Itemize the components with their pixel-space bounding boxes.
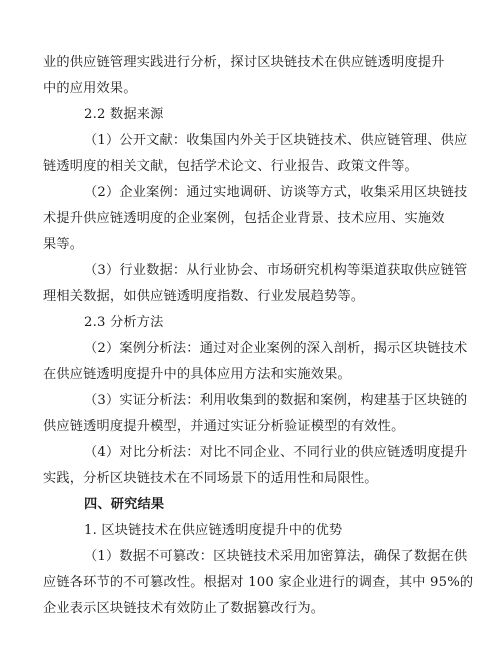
section-heading-2-3: 2.3 分析方法: [84, 315, 164, 330]
paragraph-line: 业的供应链管理实践进行分析，探讨区块链技术在供应链透明度提升: [43, 55, 445, 70]
list-item-line: 企业表示区块链技术有效防止了数据篡改行为。: [43, 601, 325, 616]
list-item-line: （1）数据不可篡改：区块链技术采用加密算法，确保了数据在供: [84, 549, 468, 564]
list-item-line: 应链各环节的不可篡改性。根据对 100 家企业进行的调查，其中 95%的: [43, 575, 474, 590]
list-item-line: （3）行业数据：从行业协会、市场研究机构等渠道获取供应链管: [84, 263, 468, 278]
paragraph-line: 中的应用效果。: [43, 81, 137, 96]
list-item-line: 链透明度的相关文献，包括学术论文、行业报告、政策文件等。: [43, 159, 418, 174]
list-item-line: 供应链透明度提升模型，并通过实证分析验证模型的有效性。: [43, 419, 405, 434]
list-item-line: 理相关数据，如供应链透明度指数、行业发展趋势等。: [43, 289, 365, 304]
list-item-line: 术提升供应链透明度的企业案例，包括企业背景、技术应用、实施效: [43, 211, 445, 226]
list-item-line: （2）企业案例：通过实地调研、访谈等方式，收集采用区块链技: [84, 185, 468, 200]
subsection-heading-1: 1. 区块链技术在供应链透明度提升中的优势: [84, 523, 343, 538]
list-item-line: （1）公开文献：收集国内外关于区块链技术、供应链管理、供应: [84, 133, 468, 148]
list-item-line: 实践，分析区块链技术在不同场景下的适用性和局限性。: [43, 471, 378, 486]
list-item-line: 在供应链透明度提升中的具体应用方法和实施效果。: [43, 367, 351, 382]
list-item-line: （3）实证分析法：利用收集到的数据和案例，构建基于区块链的: [84, 393, 468, 408]
list-item-line: （4）对比分析法：对比不同企业、不同行业的供应链透明度提升: [84, 445, 468, 460]
section-heading-4: 四、研究结果: [84, 497, 165, 512]
list-item-line: 果等。: [43, 237, 84, 252]
list-item-line: （2）案例分析法：通过对企业案例的深入剖析，揭示区块链技术: [84, 341, 468, 356]
section-heading-2-2: 2.2 数据来源: [84, 107, 164, 122]
